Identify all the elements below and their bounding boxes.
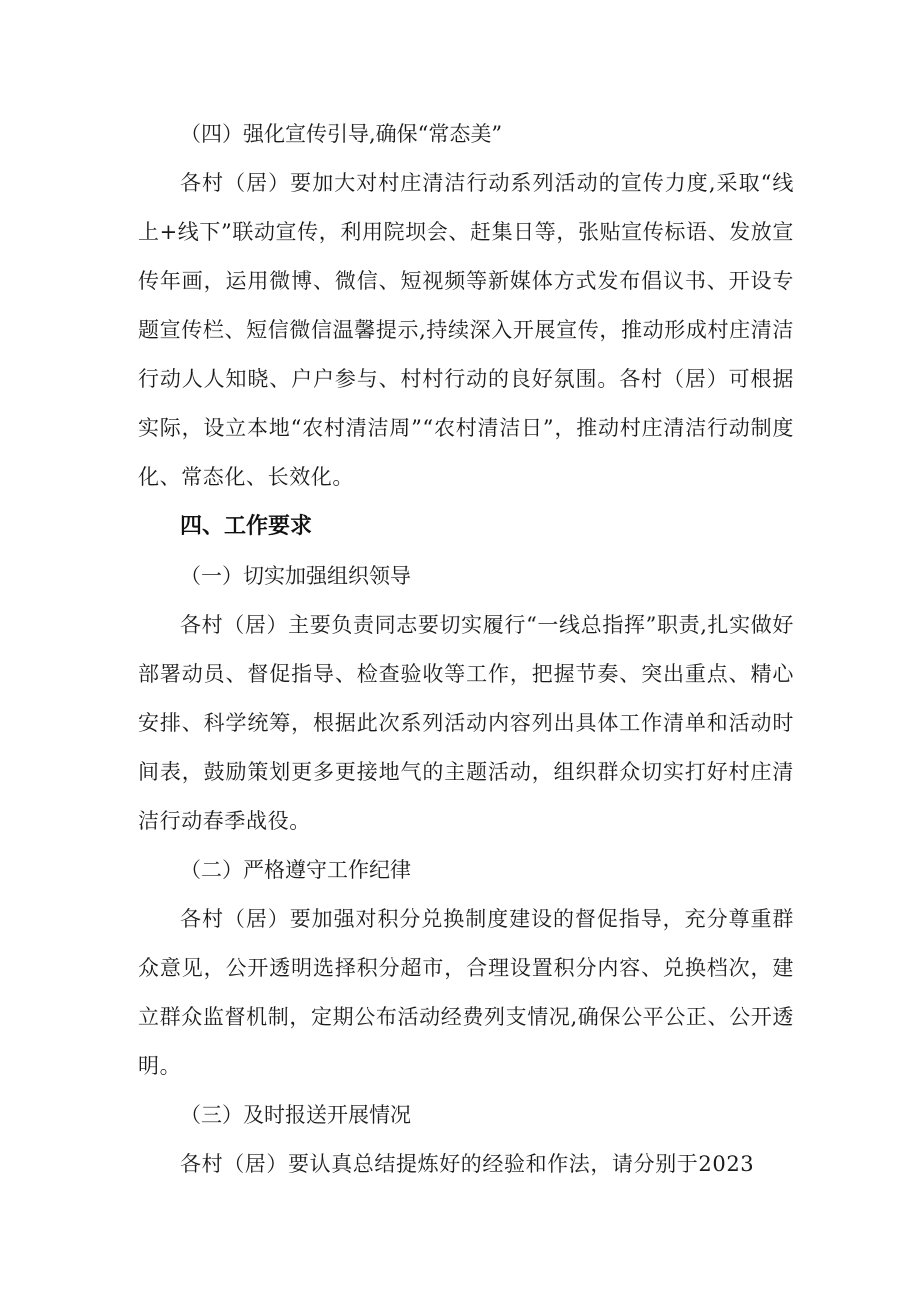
paragraph-publicity: 各村（居）要加大对村庄清洁行动系列活动的宣传力度,采取“线上+线下”联动宣传，利用院坝会、赶集日等，张贴宣传标语、发放宣传年画，运用微博、微信、短视频等新媒体方式发布倡议书、开设专题宣传栏、短信微信温馨提示,持续深入开展宣传，推动形成村庄清洁行动人人知晓、户户参与、村村行动的良好氛围。各村（居）可根据实际，设立本地“农村清洁周”“农村清洁日”，推动村庄清洁行动制度化、常态化、长效化。 — [138, 171, 794, 489]
paragraph-organization: 各村（居）主要负责同志要切实履行“一线总指挥”职责,扎实做好部署动员、督促指导、检查验收等工作，把握节奏、突出重点、精心安排、科学统筹，根据此次系列活动内容列出具体工作清单和活动时间表，鼓励策划更多更接地气的主题活动，组织群众切实打好村庄清洁行动春季战役。 — [138, 613, 794, 833]
document-body — [138, 110, 794, 1189]
subheading-publicity: （四）强化宣传引导,确保“常态美” — [180, 122, 503, 146]
paragraph-discipline: 各村（居）要加强对积分兑换制度建设的督促指导，充分尊重群众意见，公开透明选择积分超市，合理设置积分内容、兑换档次，建立群众监督机制，定期公布活动经费列支情况,确保公平公正、公开透明。 — [138, 907, 794, 1078]
section-heading-work-requirements: 四、工作要求 — [180, 514, 313, 539]
subheading-organization: （一）切实加强组织领导 — [180, 564, 411, 588]
paragraph-reporting: 各村（居）要认真总结提炼好的经验和作法，请分别于2023 — [180, 1152, 755, 1176]
subheading-discipline: （二）严格遵守工作纪律 — [180, 858, 411, 882]
subheading-reporting: （三）及时报送开展情况 — [180, 1103, 411, 1127]
